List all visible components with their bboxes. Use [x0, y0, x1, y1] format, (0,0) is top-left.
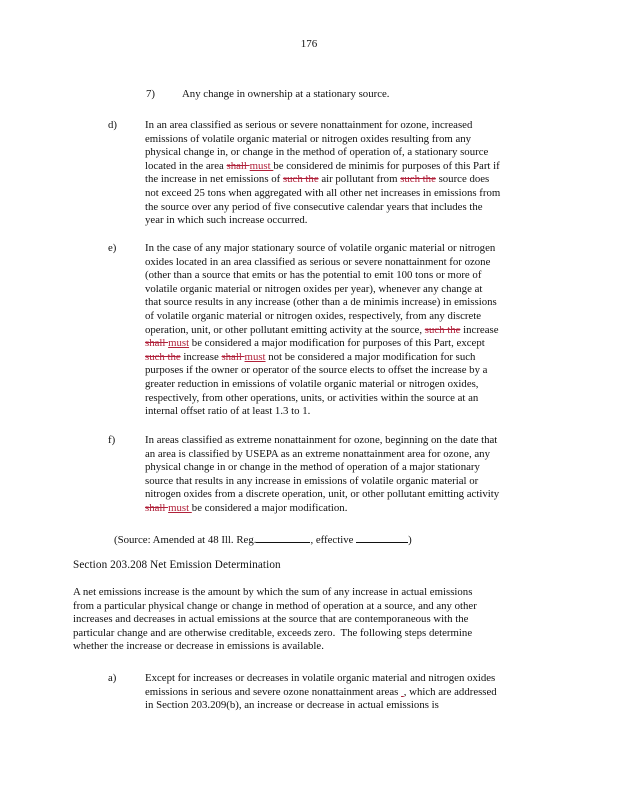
subsection-f-text	[145, 434, 541, 516]
text-line	[145, 133, 541, 147]
item-7-text: Any change in ownership at a stationary source.	[182, 88, 390, 100]
deleted-text: such the	[424, 323, 461, 336]
text-line	[145, 502, 541, 516]
section-body-text	[73, 586, 543, 654]
text-run: year in which such increase occurred.	[145, 214, 308, 227]
text-run: whether the increase or decrease in emissions is available.	[73, 640, 324, 653]
text-run: an area is classified by USEPA as an extreme nonattainment area for ozone, any	[145, 447, 490, 460]
text-run: In areas classified as extreme nonattainment for ozone, beginning on the date that	[145, 434, 498, 446]
subsection-d-label: d)	[108, 119, 117, 131]
text-line	[73, 627, 543, 641]
text-run: , which are addressed	[403, 685, 497, 698]
text-run: oxides located in an area classified as serious or severe nonattainment for ozone	[145, 255, 491, 268]
source-middle: , effective	[310, 534, 354, 546]
inserted-text: must	[168, 337, 190, 350]
text-run: not exceed 25 tons when aggregated with all other net increases in emissions from	[145, 186, 501, 199]
text-line	[73, 640, 543, 654]
text-line	[145, 119, 541, 133]
text-run: emissions of volatile organic material or nitrogen oxides resulting from any	[145, 132, 472, 145]
text-line	[145, 146, 541, 160]
text-run: of volatile organic material or nitrogen oxides, respectively, from any discrete	[145, 309, 482, 322]
text-line	[145, 475, 541, 489]
source-prefix: (Source: Amended at 48 Ill. Reg.	[114, 534, 257, 546]
text-run: (other than a source that emits or has the potential to emit 100 tons or more of	[145, 269, 482, 282]
deleted-text: such the	[145, 350, 181, 363]
inserted-text: must	[249, 159, 274, 172]
deleted-text: such the	[282, 173, 319, 186]
text-run: increases and decreases in actual emissions at the source that are contemporaneous with the	[73, 613, 469, 626]
text-run: be considered a major modification.	[191, 501, 348, 514]
text-run: not be considered a major modification for such	[265, 350, 476, 363]
text-line	[145, 378, 541, 392]
text-line	[145, 310, 541, 324]
item-7-label: 7)	[146, 88, 155, 100]
text-run: source does	[435, 173, 490, 186]
subsection-a-label: a)	[108, 672, 117, 684]
deleted-text: such the	[400, 173, 436, 186]
text-line	[145, 686, 545, 700]
text-line	[145, 351, 541, 365]
text-run: increase	[460, 323, 499, 336]
text-line	[145, 324, 541, 338]
text-run: operation, unit, or other pollutant emitting activity at the source,	[145, 323, 425, 336]
deleted-text: shall	[221, 350, 245, 363]
text-line	[145, 283, 541, 297]
text-run: in Section 203.209(b), an increase or decrease in actual emissions is	[145, 699, 439, 712]
text-run: Except for increases or decreases in volatile organic material and nitrogen oxides	[145, 672, 496, 684]
text-line	[145, 296, 541, 310]
text-line	[73, 613, 543, 627]
text-run: the source over any period of five consecutive calendar years that includes the	[145, 200, 483, 213]
text-run: physical change in, or change in the method of operation of, a stationary source	[145, 146, 489, 159]
text-line	[145, 434, 541, 448]
text-run: particular change and are otherwise creditable, exceeds zero. The following steps determine	[73, 626, 473, 639]
text-run: be considered a major modification for purposes of this Part, except	[189, 337, 485, 350]
text-line	[145, 448, 541, 462]
subsection-e-text	[145, 242, 541, 419]
text-run: emissions in serious and severe ozone nonattainment areas	[145, 685, 402, 698]
text-run: A net emissions increase is the amount by which the sum of any increase in actual emissions	[73, 586, 473, 598]
text-run: air pollutant from	[318, 173, 401, 186]
text-line	[145, 201, 541, 215]
text-line	[145, 364, 541, 378]
text-line	[145, 256, 541, 270]
text-run: greater reduction in emissions of volatile organic material or nitrogen oxides,	[145, 377, 479, 390]
page-number: 176	[300, 38, 318, 50]
text-run: In an area classified as serious or severe nonattainment for ozone, increased	[145, 119, 473, 131]
text-line	[145, 214, 541, 228]
text-run: physical change in or change in the method of operation of a major stationary	[145, 461, 480, 474]
text-run: located in the area	[145, 159, 227, 172]
text-run: that source results in any increase (other than a de minimis increase) in emissions	[145, 296, 497, 309]
section-heading: Section 203.208 Net Emission Determination	[73, 559, 281, 571]
text-run: increase	[180, 350, 222, 363]
source-note	[114, 532, 412, 548]
text-run: volatile organic material or nitrogen oxides per year), whenever any change at	[145, 282, 483, 295]
subsection-e-label: e)	[108, 242, 117, 254]
text-line	[145, 461, 541, 475]
reg-blank	[256, 532, 310, 543]
text-line	[145, 392, 541, 406]
text-line	[145, 405, 541, 419]
text-line	[145, 672, 545, 686]
text-run: source that results in any increase in emissions of volatile organic material or	[145, 474, 479, 487]
text-run: from a particular physical change or change in method of operation at a source, and any other	[73, 599, 477, 612]
inserted-text: must	[244, 350, 266, 363]
source-suffix: )	[408, 534, 412, 546]
text-run: In the case of any major stationary source of volatile organic material or nitrogen	[145, 242, 496, 254]
text-run: respectively, from other operations, units, or activities within the source at an	[145, 391, 479, 404]
subsection-f-label: f)	[108, 434, 116, 446]
subsection-a-text	[145, 672, 545, 713]
text-line	[145, 337, 541, 351]
text-line	[145, 242, 541, 256]
deleted-text: shall	[226, 159, 250, 172]
text-line	[145, 699, 545, 713]
text-line	[145, 173, 541, 187]
deleted-text: shall	[145, 337, 169, 350]
deleted-text: shall	[145, 501, 169, 514]
effective-blank	[356, 532, 408, 543]
text-line	[73, 600, 543, 614]
subsection-d-text	[145, 119, 541, 228]
text-line	[73, 586, 543, 600]
text-line	[145, 269, 541, 283]
text-run: nitrogen oxides from a discrete operation, unit, or other pollutant emitting activity	[145, 488, 500, 501]
text-run: the increase in net emissions of	[145, 173, 283, 186]
text-line	[145, 488, 541, 502]
inserted-text: must	[168, 501, 192, 514]
text-run: internal offset ratio of at least 1.3 to 1.	[145, 405, 311, 418]
text-run: purposes if the owner or operator of the source elects to offset the increase by a	[145, 364, 488, 377]
text-run: be considered de minimis for purposes of this Part if	[273, 159, 500, 172]
text-line	[145, 187, 541, 201]
text-line	[145, 160, 541, 174]
